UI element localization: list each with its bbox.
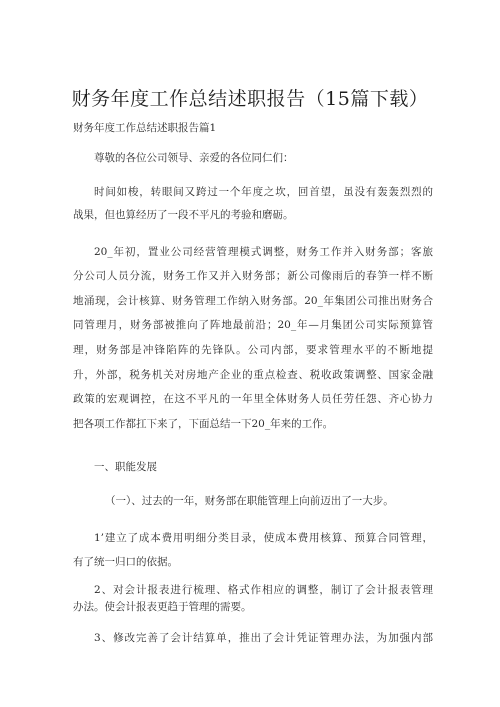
list-item-line: 3、修改完善了会计结算单，推出了会计凭证管理办法，为加强内部 xyxy=(94,632,433,644)
list-item-line: 办法。使会计报表更趋于管理的需要。 xyxy=(73,601,252,613)
paragraph-line: 把各项工作都扛下来了，下面总结一下20_年来的工作。 xyxy=(73,418,334,430)
paragraph-line: 20_年初，置业公司经营管理模式调整，财务工作并入财务部；客旅 xyxy=(94,246,433,258)
paragraph-line: 地涌现，会计核算、财务管理工作纳入财务部。20_年集团公司推出财务合 xyxy=(73,295,433,307)
paragraph-line: 升，外部，税务机关对房地产企业的重点检查、税收政策调整、国家金融 xyxy=(73,369,433,381)
paragraph-line: 同管理月，财务部被推向了阵地最前沿；20_年—月集团公司实际预算管 xyxy=(73,319,433,331)
section-heading: 一、职能发展 xyxy=(94,461,157,473)
salutation-line: 尊敬的各位公司领导、亲爱的各位同仁们： xyxy=(94,152,294,164)
document-title: 财务年度工作总结述职报告（15篇下载） xyxy=(71,88,429,110)
paragraph-line: 理，财务部是冲锋陷阵的先锋队。公司内部，要求管理水平的不断地提 xyxy=(73,344,433,356)
paragraph-line: 时间如梭，转眼间又跨过一个年度之坎，回首望，虽没有轰轰烈烈的 xyxy=(94,186,433,198)
list-item-line: 有了统一归口的依据。 xyxy=(73,556,178,568)
document-subtitle: 财务年度工作总结述职报告篇1 xyxy=(73,122,217,134)
subsection-heading: （一）、过去的一年，财务部在职能管理上向前迈出了一大步。 xyxy=(105,495,394,507)
list-item-line: 2、对会计报表进行梳理、格式作相应的调整，制订了会计报表管理 xyxy=(94,584,433,596)
paragraph-line: 分公司人员分流，财务工作又并入财务部；新公司像雨后的春笋一样不断 xyxy=(73,270,433,282)
paragraph-line: 政策的宏观调控，在这不平凡的一年里全体财务人员任劳任怨、齐心协力 xyxy=(73,393,433,405)
paragraph-line: 战果，但也算经历了一段不平凡的考验和磨砺。 xyxy=(73,209,294,221)
list-item-line: 1’建立了成本费用明细分类目录，使成本费用核算、预算合同管理， xyxy=(94,532,433,544)
